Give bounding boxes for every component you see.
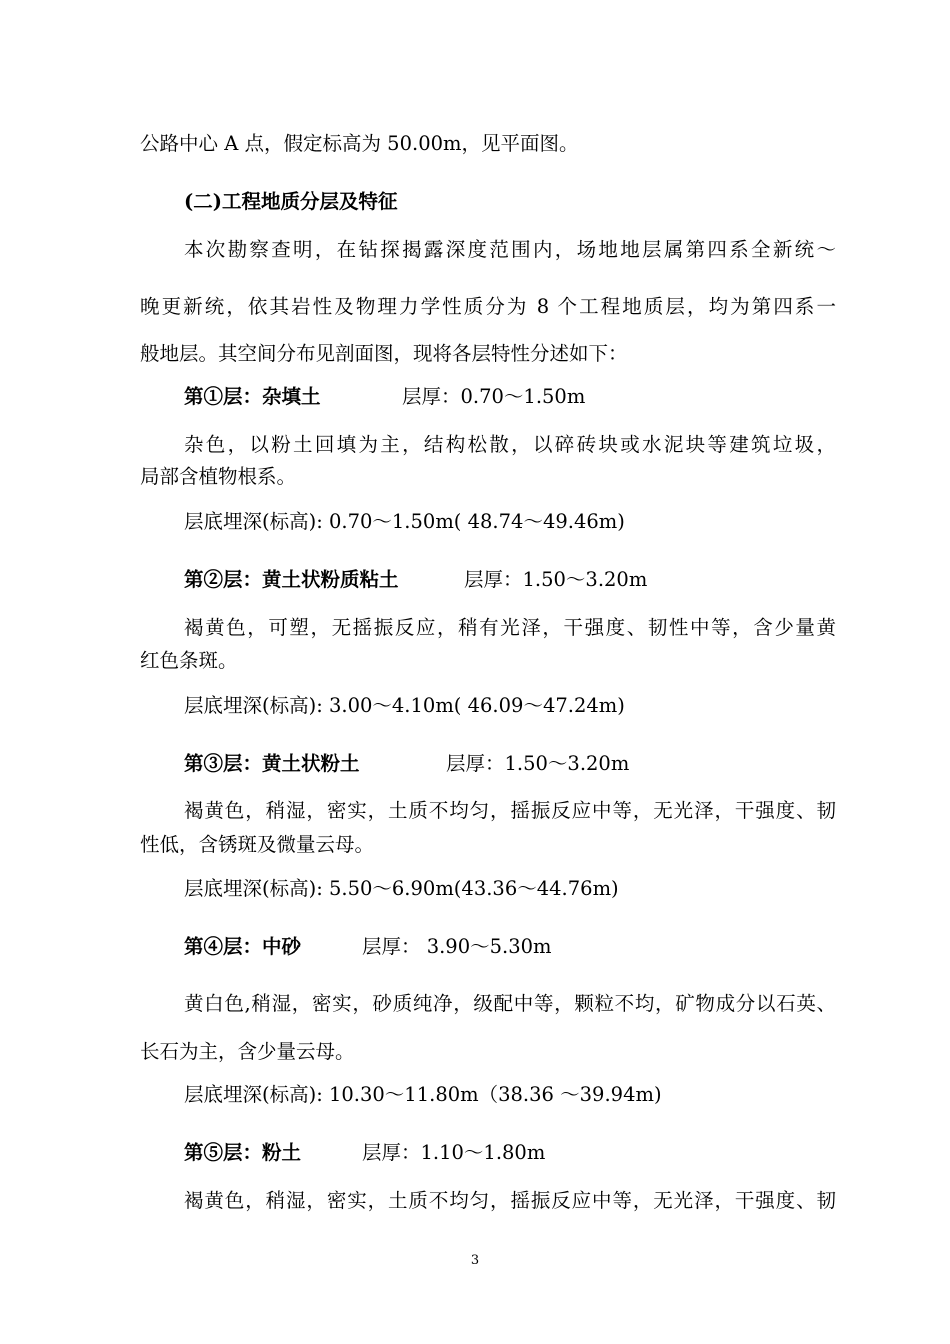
- paragraph-text: 般地层。其空间分布见剖面图，现将各层特性分述如下：: [140, 342, 628, 365]
- layer-description: 长石为主，含少量云母。: [140, 1040, 355, 1063]
- layer-title: 第④层：中砂: [184, 935, 302, 958]
- layer-bottom-depth: 层底埋深(标高): 3.00～4.10m( 46.09～47.24m): [184, 694, 625, 717]
- section-heading: (二)工程地质分层及特征: [184, 190, 398, 213]
- layer-thickness: 层厚：0.70～1.50m: [402, 385, 586, 408]
- layer-description: 红色条斑。: [140, 649, 238, 672]
- layer-bottom-depth: 层底埋深(标高): 5.50～6.90m(43.36～44.76m): [184, 877, 619, 900]
- layer-bottom-depth: 层底埋深(标高): 0.70～1.50m( 48.74～49.46m): [184, 510, 625, 533]
- layer-title: 第②层：黄土状粉质粘土: [184, 568, 399, 591]
- layer-description: 褐黄色，稍湿，密实，土质不均匀，摇振反应中等，无光泽，干强度、韧: [184, 799, 836, 822]
- layer-thickness: 层厚： 3.90～5.30m: [362, 935, 552, 958]
- layer-description: 局部含植物根系。: [140, 465, 297, 488]
- layer-description: 杂色，以粉土回填为主，结构松散，以碎砖块或水泥块等建筑垃圾，: [184, 433, 836, 456]
- layer-description: 褐黄色，稍湿，密实，土质不均匀，摇振反应中等，无光泽，干强度、韧: [184, 1189, 836, 1212]
- layer-description: 褐黄色，可塑，无摇振反应，稍有光泽，干强度、韧性中等，含少量黄: [184, 616, 836, 639]
- layer-thickness: 层厚：1.50～3.20m: [464, 568, 648, 591]
- paragraph-text: 晚更新统，依其岩性及物理力学性质分为 8 个工程地质层，均为第四系一: [140, 295, 836, 318]
- paragraph-text: 公路中心 A 点，假定标高为 50.00m，见平面图。: [140, 132, 579, 155]
- layer-bottom-depth: 层底埋深(标高): 10.30～11.80m（38.36 ～39.94m): [184, 1083, 662, 1106]
- layer-thickness: 层厚：1.50～3.20m: [446, 752, 630, 775]
- layer-title: 第③层：黄土状粉土: [184, 752, 360, 775]
- layer-title: 第⑤层：粉土: [184, 1141, 302, 1164]
- layer-description: 性低，含锈斑及微量云母。: [140, 833, 375, 856]
- paragraph-text: 本次勘察查明，在钻探揭露深度范围内，场地地层属第四系全新统～: [184, 238, 836, 261]
- layer-description: 黄白色,稍湿，密实，砂质纯净，级配中等，颗粒不均，矿物成分以石英、: [184, 992, 836, 1015]
- layer-thickness: 层厚：1.10～1.80m: [362, 1141, 546, 1164]
- page-number: 3: [470, 1253, 480, 1268]
- layer-title: 第①层：杂填土: [184, 385, 321, 408]
